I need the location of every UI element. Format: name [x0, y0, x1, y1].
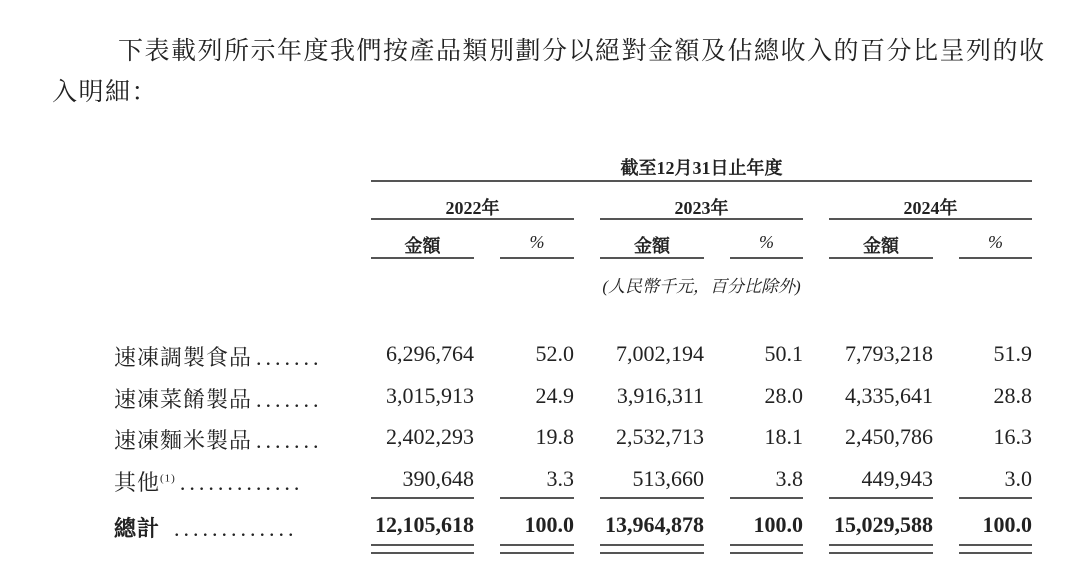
cell-value: 18.1	[764, 424, 803, 449]
total-rule	[600, 544, 704, 546]
label-text: 速凍菜餚製品	[114, 387, 253, 412]
pct-header: %	[988, 232, 1003, 252]
pct-header: %	[759, 232, 774, 252]
total-rule	[959, 552, 1032, 554]
cell-value: 13,964,878	[605, 512, 704, 537]
cell-value: 100.0	[524, 512, 574, 537]
cell-value: 15,029,588	[834, 512, 933, 537]
footnote-marker: (1)	[160, 472, 176, 485]
cell-value: 2,532,713	[616, 424, 704, 449]
cell-value: 100.0	[982, 512, 1032, 537]
label-text: 速凍調製食品	[114, 345, 253, 370]
row-label	[114, 466, 303, 497]
row-label	[114, 383, 323, 414]
total-rule	[829, 544, 933, 546]
total-rule	[829, 552, 933, 554]
divider	[600, 218, 803, 220]
leader-dots: .......	[256, 345, 323, 370]
cell-value: 19.8	[535, 424, 574, 449]
label-text: 總計	[114, 516, 161, 541]
cell-value: 2,402,293	[386, 424, 474, 449]
amount-header: 金額	[634, 236, 670, 256]
cell-value: 51.9	[993, 341, 1032, 366]
total-rule	[730, 544, 803, 546]
subtotal-rule	[730, 497, 803, 499]
cell-value: 449,943	[861, 466, 933, 491]
period-header: 截至12月31日止年度	[620, 158, 783, 178]
subtotal-rule	[959, 497, 1032, 499]
label-text: 其他	[114, 470, 161, 495]
divider	[371, 180, 1032, 182]
cell-value: 2,450,786	[845, 424, 933, 449]
cell-value: 7,002,194	[616, 341, 704, 366]
row-label	[114, 512, 298, 543]
leader-dots: .............	[174, 516, 298, 541]
cell-value: 513,660	[632, 466, 704, 491]
total-rule	[371, 552, 474, 554]
cell-value: 28.0	[764, 383, 803, 408]
intro-line-1: 下表載列所示年度我們按產品類別劃分以絕對金額及佔總收入的百分比呈列的收	[118, 38, 1046, 65]
leader-dots: .............	[179, 470, 304, 495]
cell-value: 50.1	[764, 341, 803, 366]
cell-value: 3.0	[1004, 466, 1032, 491]
total-rule	[500, 544, 574, 546]
intro-line-2: 入明細：	[52, 79, 159, 106]
subtotal-rule	[600, 497, 704, 499]
total-rule	[730, 552, 803, 554]
year-header: 2023年	[674, 198, 729, 218]
total-rule	[371, 544, 474, 546]
total-rule	[959, 544, 1032, 546]
cell-value: 100.0	[753, 512, 803, 537]
divider	[959, 257, 1032, 259]
cell-value: 6,296,764	[386, 341, 474, 366]
cell-value: 12,105,618	[375, 512, 474, 537]
divider	[371, 218, 574, 220]
cell-value: 24.9	[535, 383, 574, 408]
cell-value: 390,648	[402, 466, 474, 491]
divider	[730, 257, 803, 259]
divider	[829, 257, 933, 259]
divider	[500, 257, 574, 259]
amount-header: 金額	[863, 236, 899, 256]
cell-value: 3,916,311	[616, 383, 704, 408]
cell-value: 28.8	[993, 383, 1032, 408]
cell-value: 16.3	[993, 424, 1032, 449]
pct-header: %	[529, 232, 545, 252]
row-label	[114, 341, 323, 372]
divider	[371, 257, 474, 259]
row-label	[114, 424, 323, 455]
subtotal-rule	[829, 497, 933, 499]
unit-note: (人民幣千元，百分比除外)	[602, 277, 801, 296]
year-header: 2022年	[445, 198, 500, 218]
total-rule	[600, 552, 704, 554]
divider	[829, 218, 1032, 220]
cell-value: 3,015,913	[386, 383, 474, 408]
cell-value: 4,335,641	[845, 383, 933, 408]
leader-dots: .......	[256, 428, 323, 453]
leader-dots: .......	[256, 387, 323, 412]
cell-value: 52.0	[535, 341, 574, 366]
year-header: 2024年	[903, 198, 958, 218]
cell-value: 3.3	[546, 466, 574, 491]
subtotal-rule	[371, 497, 474, 499]
amount-header: 金額	[404, 236, 441, 256]
cell-value: 3.8	[775, 466, 803, 491]
label-text: 速凍麵米製品	[114, 428, 253, 453]
cell-value: 7,793,218	[845, 341, 933, 366]
total-rule	[500, 552, 574, 554]
divider	[600, 257, 704, 259]
subtotal-rule	[500, 497, 574, 499]
